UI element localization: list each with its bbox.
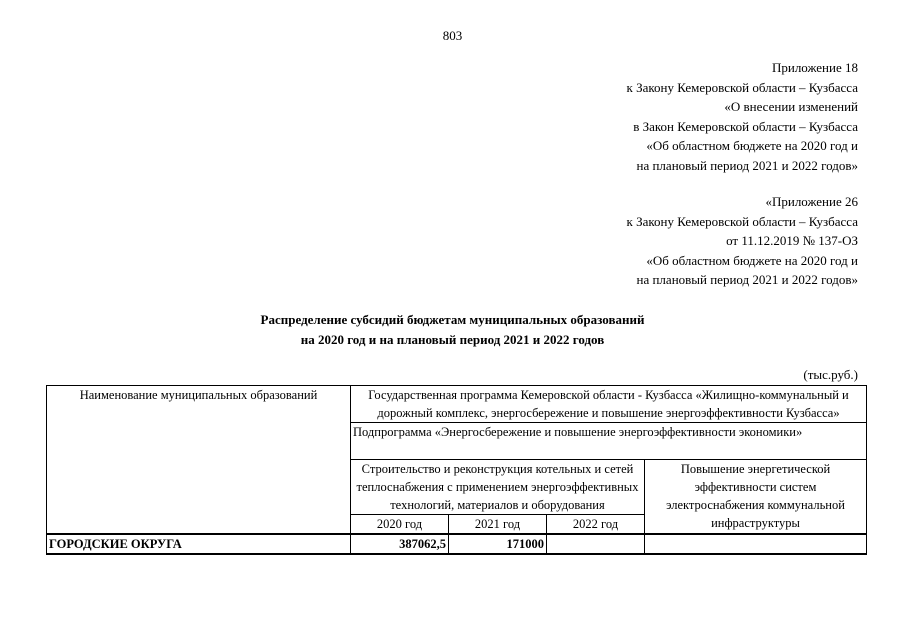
row-value-2020-electricity	[645, 534, 867, 554]
page-number: 803	[442, 28, 463, 43]
document-title-line-2: на 2020 год и на плановый период 2021 и 2022 годов	[300, 331, 605, 347]
appendix-18-line: в Закон Кемеровской области – Кузбасса	[633, 118, 858, 134]
header-year-2021: 2021 год	[449, 515, 547, 535]
header-measure-boilers: Строительство и реконструкция котельных и сетей теплоснабжения с применением энергоэффективных технологий, материалов и оборудования	[351, 460, 645, 515]
appendix-26-line: «Приложение 26	[765, 194, 858, 209]
document-title-line-1: Распределение субсидий бюджетам муниципальных образований	[260, 312, 645, 327]
appendix-26-reference	[627, 192, 859, 290]
header-year-2022: 2022 год	[547, 515, 645, 535]
appendix-18-line: «Об областном бюджете на 2020 год и	[646, 138, 858, 153]
appendix-26-line: на плановый период 2021 и 2022 годов»	[636, 272, 858, 287]
header-subprogram: Подпрограмма «Энергосбережение и повышение энергоэффективности экономики»	[351, 423, 867, 460]
header-municipality-name: Наименование муниципальных образований	[47, 386, 351, 535]
table-header-row-program	[47, 386, 867, 423]
appendix-18-line: «О внесении изменений	[724, 99, 858, 114]
row-value-2021-boilers: 171000	[449, 534, 547, 554]
header-program: Государственная программа Кемеровской области - Кузбасса «Жилищно-коммунальный и дорожный комплекс, энергосбережение и повышение энергоэффективности Кузбасса»	[351, 386, 867, 423]
appendix-18-line: Приложение 18	[771, 60, 858, 75]
table-row	[47, 534, 867, 554]
row-value-2022-boilers	[547, 534, 645, 554]
appendix-18-line: на плановый период 2021 и 2022 годов»	[636, 157, 858, 173]
header-measure-electricity: Повышение энергетической эффективности систем электроснабжения коммунальной инфраструктуры	[645, 460, 867, 535]
document-title	[0, 310, 905, 349]
row-value-2020-boilers: 387062,5	[351, 534, 449, 554]
appendix-26-line: от 11.12.2019 № 137-ОЗ	[726, 233, 858, 248]
appendix-18-reference	[627, 58, 859, 175]
header-year-2020: 2020 год	[351, 515, 449, 535]
subsidy-table	[46, 385, 867, 555]
appendix-18-line: к Закону Кемеровской области – Кузбасса	[626, 79, 858, 95]
appendix-26-line: к Закону Кемеровской области – Кузбасса	[626, 213, 858, 229]
units-label: (тыс.руб.)	[803, 367, 858, 382]
row-municipality-name: ГОРОДСКИЕ ОКРУГА	[47, 534, 351, 554]
appendix-26-line: «Об областном бюджете на 2020 год и	[646, 252, 858, 268]
